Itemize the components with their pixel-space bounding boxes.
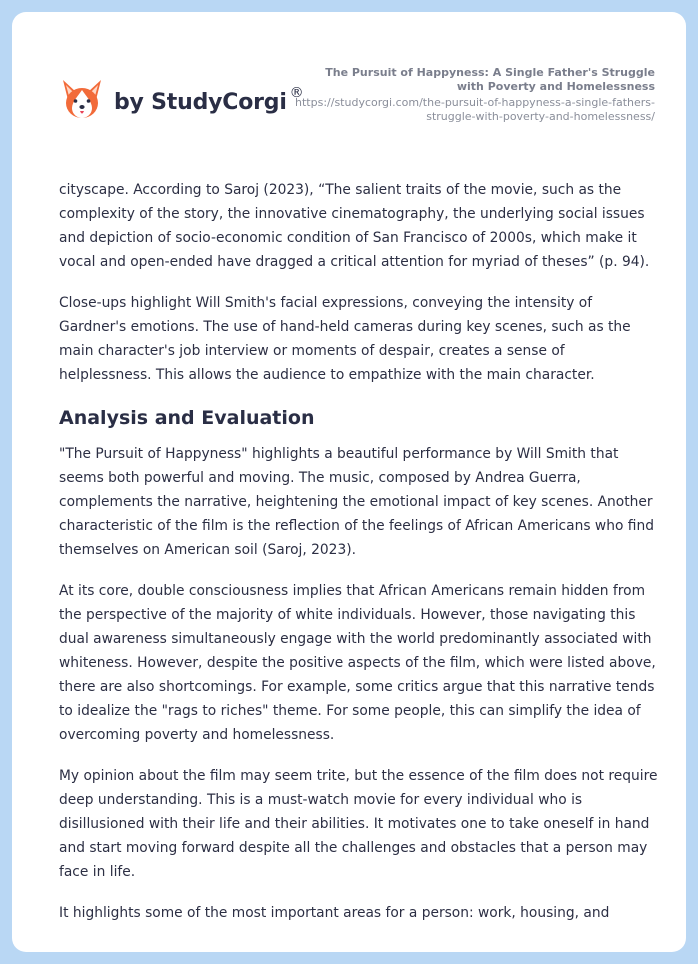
paragraph: At its core, double consciousness implies that African Americans remain hidden from the perspective of the majority of white individuals. However, those navigating this dual awareness simultaneously engage with the world predominantly associated with whiteness. However, despite the positive aspects of the film, which were listed above, there are also shortcomings. For example, some critics argue that this narrative tends to idealize the "rags to riches" theme. For some people, this can simplify the idea of overcoming poverty and homelessness. [59,583,656,743]
paragraph: "The Pursuit of Happyness" highlights a beautiful performance by Will Smith that seems both powerful and moving. The music, composed by Andrea Guerra, complements the narrative, heightening the emotional impact of key scenes. Another characteristic of the film is the reflection of the feelings of African Americans who find themselves on American soil (Saroj, 2023). [59,446,654,558]
document-page [12,12,686,952]
logo-text: by StudyCorgi ® [114,84,304,115]
document-meta [295,66,655,124]
article-body [59,178,659,942]
registered-mark: ® [289,84,304,101]
paragraph: cityscape. According to Saroj (2023), “The salient traits of the movie, such as the complexity of the story, the innovative cinematography, the underlying social issues and depiction of socio-economic condition of San Francisco of 2000s, which make it vocal and open-ended have dragged a critical attention for myriad of theses” (p. 94). [59,182,650,270]
document-title: The Pursuit of Happyness: A Single Father's Struggle with Poverty and Homelessness [325,66,655,93]
document-url[interactable]: https://studycorgi.com/the-pursuit-of-happyness-a-single-fathers-struggle-with-poverty-and-homelessness/ [295,96,655,123]
paragraph: Close-ups highlight Will Smith's facial expressions, conveying the intensity of Gardner's emotions. The use of hand-held cameras during key scenes, such as the main character's job interview or moments of despair, creates a sense of helplessness. This allows the audience to empathize with the main character. [59,295,631,383]
paragraph: My opinion about the film may seem trite, but the essence of the film does not require deep understanding. This is a must-watch movie for every individual who is disillusioned with their life and their abilities. It motivates one to take oneself in hand and start moving forward despite all the challenges and obstacles that a person may face in life. [59,768,658,880]
studycorgi-logo[interactable] [60,76,303,122]
corgi-logo-icon [60,76,104,122]
section-heading: Analysis and Evaluation [59,407,315,429]
paragraph: It highlights some of the most important areas for a person: work, housing, and [59,905,610,921]
